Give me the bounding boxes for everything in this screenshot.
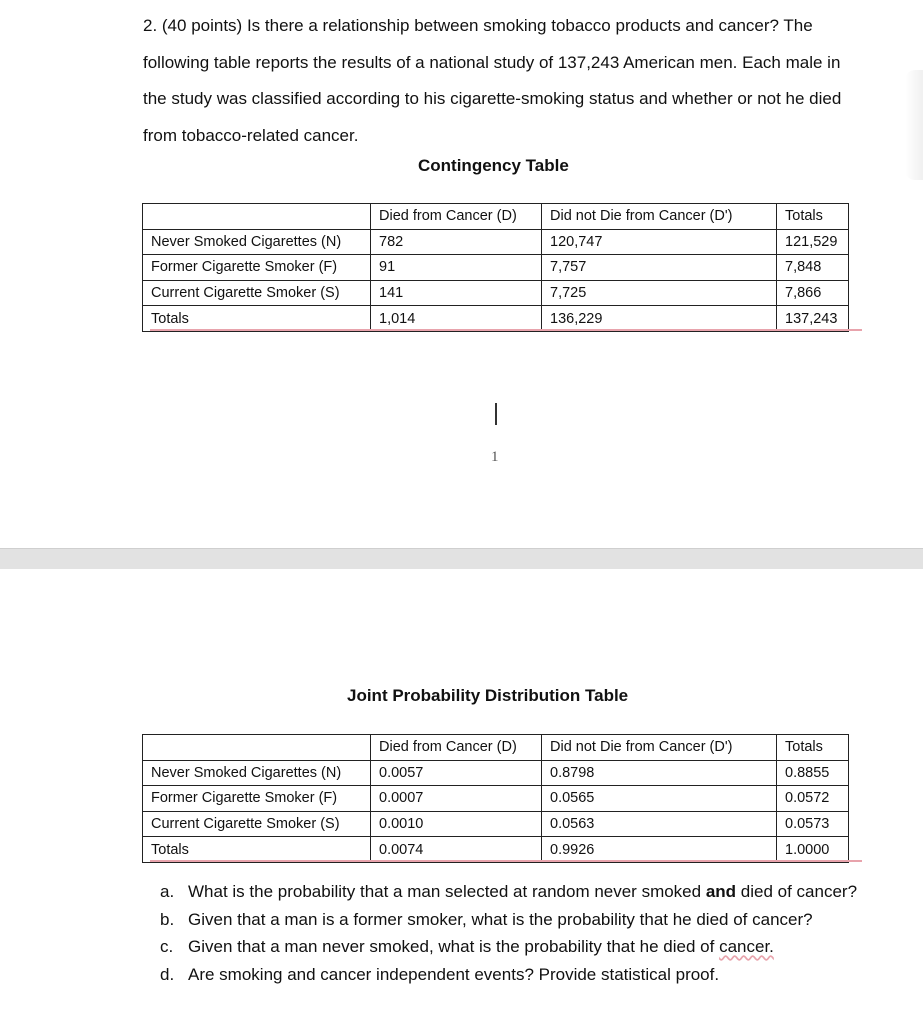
table-row [143, 229, 849, 255]
table-cell: 0.8798 [542, 760, 777, 786]
header-cell: Totals [777, 204, 849, 230]
list-marker: a. [160, 882, 175, 901]
spellcheck-word: cancer. [719, 937, 774, 956]
table-header-row [143, 204, 849, 230]
question-d-text: Are smoking and cancer independent events? Provide statistical proof. [188, 964, 720, 984]
table-row [143, 811, 849, 837]
list-marker: b. [160, 909, 175, 929]
list-marker: c. [160, 937, 174, 956]
table-cell: 7,866 [777, 280, 849, 306]
table-cell: 0.0010 [371, 811, 542, 837]
table-row [143, 837, 849, 863]
question-a-text: What is the probability that a man selected at random never smoked [188, 882, 706, 901]
contingency-table [142, 203, 849, 332]
question-a-bold: and [705, 882, 737, 901]
header-cell: Died from Cancer (D) [371, 204, 542, 230]
header-cell: Totals [777, 735, 849, 761]
table-cell: 0.0573 [777, 811, 849, 837]
question-c [160, 933, 880, 961]
spellcheck-underline [150, 329, 862, 331]
row-label: Current Cigarette Smoker (S) [143, 280, 371, 306]
table-cell: 7,848 [777, 255, 849, 281]
contingency-table-title: Contingency Table [418, 156, 569, 175]
list-marker: d. [160, 964, 175, 984]
table-cell: 0.0572 [777, 786, 849, 812]
question-list [160, 878, 880, 988]
question-b-text: Given that a man is a former smoker, what is the probability that he died of cancer? [188, 909, 813, 929]
row-label: Never Smoked Cigarettes (N) [143, 760, 371, 786]
header-cell [143, 735, 371, 761]
question-c-text: Given that a man never smoked, what is the probability that he died of [188, 937, 720, 956]
table-cell: 0.0074 [371, 837, 542, 863]
table-cell: 0.9926 [542, 837, 777, 863]
table-cell: 1.0000 [777, 837, 849, 863]
table-cell: 1,014 [371, 306, 542, 332]
row-label: Totals [143, 837, 371, 863]
spellcheck-underline [150, 860, 862, 862]
header-cell: Did not Die from Cancer (D') [542, 735, 777, 761]
joint-probability-table [142, 734, 849, 863]
table-row [143, 255, 849, 281]
table-row [143, 786, 849, 812]
question-intro: 2. (40 points) Is there a relationship between smoking tobacco products and cancer? The following table reports the results of a national study of 137,243 American men. Each male in the study was classified according to his cigarette-smoking status and whether or not he died from tobacco-related cancer. [143, 16, 842, 145]
question-b [160, 906, 880, 934]
row-label: Former Cigarette Smoker (F) [143, 255, 371, 281]
header-cell: Did not Die from Cancer (D') [542, 204, 777, 230]
row-label: Former Cigarette Smoker (F) [143, 786, 371, 812]
text-cursor [495, 403, 497, 425]
page-edge-shadow [905, 70, 923, 180]
table-cell: 141 [371, 280, 542, 306]
row-label: Totals [143, 306, 371, 332]
question-d [160, 961, 880, 989]
table-row [143, 760, 849, 786]
row-label: Current Cigarette Smoker (S) [143, 811, 371, 837]
question-a-text-end: died of cancer? [736, 882, 858, 901]
table-cell: 0.0565 [542, 786, 777, 812]
page-number: 1 [491, 449, 499, 465]
question-a [160, 878, 880, 906]
page-break [0, 548, 923, 570]
table-cell: 0.8855 [777, 760, 849, 786]
joint-table-title: Joint Probability Distribution Table [347, 686, 629, 705]
table-cell: 7,757 [542, 255, 777, 281]
table-cell: 7,725 [542, 280, 777, 306]
table-cell: 0.0007 [371, 786, 542, 812]
table-cell: 121,529 [777, 229, 849, 255]
header-cell [143, 204, 371, 230]
table-row [143, 306, 849, 332]
table-header-row [143, 735, 849, 761]
table-cell: 137,243 [777, 306, 849, 332]
table-cell: 0.0057 [371, 760, 542, 786]
table-cell: 0.0563 [542, 811, 777, 837]
table-row [143, 280, 849, 306]
row-label: Never Smoked Cigarettes (N) [143, 229, 371, 255]
table-cell: 120,747 [542, 229, 777, 255]
header-cell: Died from Cancer (D) [371, 735, 542, 761]
table-cell: 136,229 [542, 306, 777, 332]
table-cell: 782 [371, 229, 542, 255]
table-cell: 91 [371, 255, 542, 281]
